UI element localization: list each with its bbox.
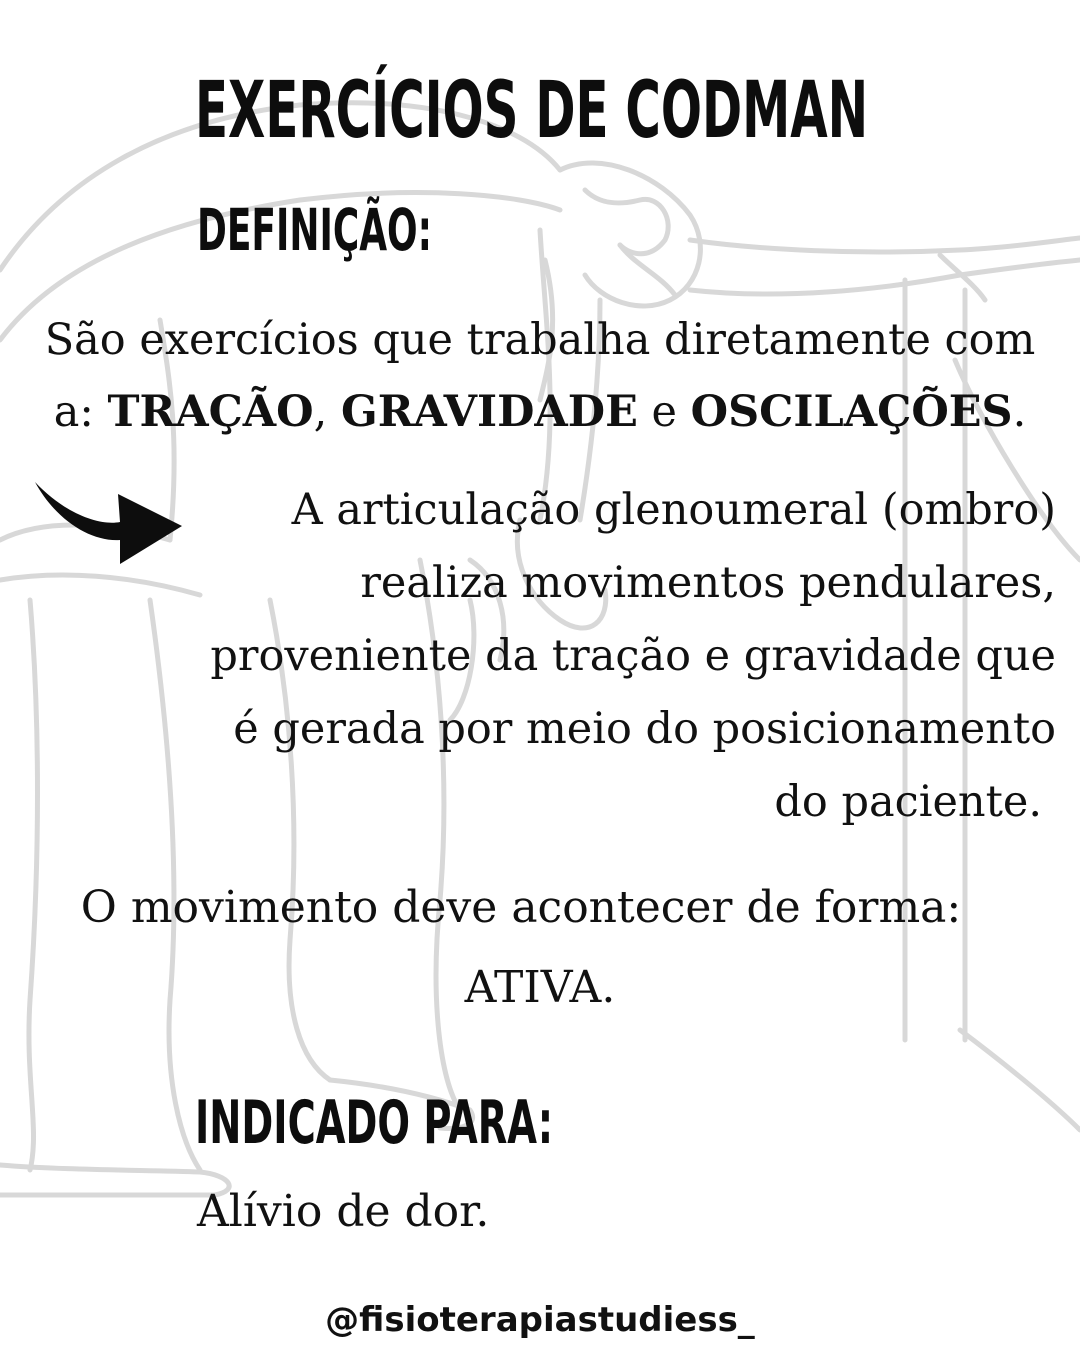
definition-heading: DEFINIÇÃO:: [197, 196, 433, 264]
description-line: é gerada por meio do posicionamento: [233, 704, 1056, 754]
description-line: realiza movimentos pendulares,: [360, 558, 1056, 608]
description-line: A articulação glenoumeral (ombro): [291, 485, 1056, 535]
description-text: [210, 474, 1056, 839]
definition-text: [0, 304, 1080, 448]
period: .: [1012, 387, 1027, 437]
separator: e: [637, 387, 691, 437]
definition-prefix: a:: [53, 387, 108, 437]
curved-arrow-right-icon: [30, 474, 190, 569]
movement-value: ATIVA.: [464, 962, 616, 1013]
indication-text: Alívio de dor.: [197, 1186, 490, 1237]
definition-line-1: São exercícios que trabalha diretamente com: [44, 315, 1036, 365]
description-line: do paciente.: [774, 777, 1042, 827]
indication-heading: INDICADO PARA:: [195, 1088, 554, 1158]
separator: ,: [313, 387, 341, 437]
term-oscilacoes: OSCILAÇÕES: [690, 387, 1013, 437]
movement-block: [0, 868, 1080, 1028]
social-handle: @fisioterapiastudiess_: [325, 1300, 755, 1340]
definition-line-2: [0, 376, 1080, 448]
movement-label: O movimento deve acontecer de forma:: [80, 882, 962, 933]
page-title: EXERCÍCIOS DE CODMAN: [195, 66, 869, 156]
term-tracao: TRAÇÃO: [107, 387, 314, 437]
term-gravidade: GRAVIDADE: [340, 387, 638, 437]
description-line: proveniente da tração e gravidade que: [210, 631, 1056, 681]
